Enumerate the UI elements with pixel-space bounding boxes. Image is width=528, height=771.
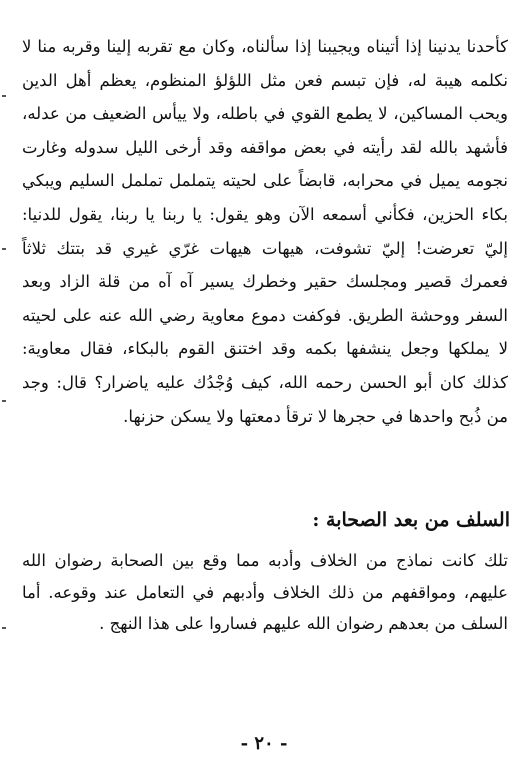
- page-number: - ٢٠ -: [240, 733, 288, 754]
- paragraph-main: كأحدنا يدنينا إذا أتيناه ويجيبنا إذا سألناه، وكان مع تقربه إلينا وقربه منا لا نكلمه هيبة له، فإن تبسم فعن مثل اللؤلؤ المنظوم، يعظم أهل الدين ويحب المساكين، لا يطمع القوي في باطله، ولا ييأس الضعيف من عدله، فأشهد بالله لقد رأيته في بعض مواقفه وقد أرخى الليل سدوله وغارت نجومه يميل في محرابه، قابضاً على لحيته يتململ تململ السليم ويبكي بكاء الحزين، فكأني أسمعه الآن وهو يقول: يا ربنا يا ربنا، يقول للدنيا: إليّ تعرضت! إليّ تشوفت، هيهات هيهات غرّي غيري قد بتتك ثلاثاً فعمرك قصير ومجلسك حقير وخطرك يسير آه آه من قلة الزاد وبعد السفر ووحشة الطريق. فوكفت دموع معاوية رضي الله عنه على لحيته لا يملكها وجعل ينشفها بكمه وقد اختنق القوم بالبكاء، فقال معاوية: كذلك كان أبو الحسن رحمه الله، كيف وُجْدُك عليه ياضرار؟ قال: وجد من ذُبح واحدها في حجرها لا ترقأ دمعتها ولا يسكن حزنها.: [22, 37, 508, 426]
- paragraph-section: تلك كانت نماذج من الخلاف وأدبه مما وقع بين الصحابة رضوان الله عليهم، ومواقفهم من ذلك الخلاف وأدبهم في التعامل عند وقوعه. أما السلف من بعدهم رضوان الله عليهم فساروا على هذا النهج .: [22, 551, 508, 633]
- margin-mark: [2, 627, 6, 629]
- margin-mark: [2, 248, 6, 250]
- section-heading: السلف من بعد الصحابة :: [312, 509, 510, 531]
- margin-mark: [2, 400, 6, 402]
- margin-mark: [2, 95, 6, 97]
